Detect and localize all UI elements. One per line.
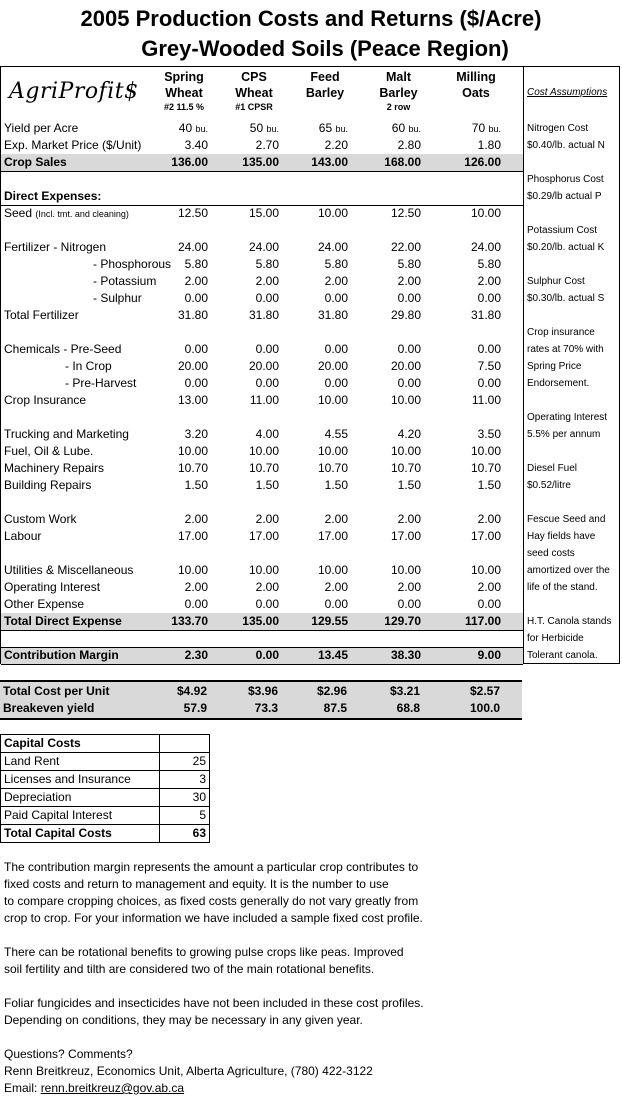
cell: 70 bu. (471, 121, 501, 135)
row-label: Yield per Acre (4, 121, 79, 135)
cell: 0.00 (184, 597, 208, 611)
cost-assumption-note: Potassium Cost (527, 225, 598, 236)
table-row-yield (1, 120, 523, 137)
cell: 22.00 (390, 240, 421, 254)
row-label: Fertilizer - Nitrogen (4, 240, 107, 254)
cell: 5.80 (184, 257, 208, 271)
row-label: Seed (Incl. tmt. and cleaning) (4, 206, 129, 220)
cell: 0.00 (324, 291, 348, 305)
cell: 1.50 (324, 478, 348, 492)
cell: 20.00 (248, 359, 279, 373)
cell: $4.92 (176, 684, 207, 698)
capital-label: Paid Capital Interest (4, 808, 113, 822)
capital-value: 63 (192, 826, 206, 840)
cell: 10.00 (470, 206, 501, 220)
cell: 29.80 (390, 308, 421, 322)
capital-col-divider (159, 789, 160, 806)
row-divider (1, 630, 523, 631)
cell: 10.00 (248, 444, 279, 458)
table-row-exp-market-price-unit (1, 137, 523, 154)
cell: 4.55 (324, 427, 348, 441)
row-label: Utilities & Miscellaneous (4, 563, 134, 577)
cost-table (0, 66, 620, 664)
cell: 5.80 (397, 257, 421, 271)
cost-assumption-note: rates at 70% with (527, 344, 604, 355)
cell: 2.30 (184, 648, 208, 662)
table-row-machinery-repairs (1, 460, 523, 477)
cell: 1.80 (477, 138, 501, 152)
cell: 31.80 (470, 308, 501, 322)
cell: 1.50 (477, 478, 501, 492)
cell: 0.00 (184, 376, 208, 390)
row-label: Chemicals - Pre-Seed (4, 342, 122, 356)
cell: 13.45 (317, 648, 348, 662)
title-line-1: 2005 Production Costs and Returns ($/Acre) (80, 6, 542, 31)
cell: 0.00 (255, 291, 279, 305)
cell: 50 bu. (249, 121, 279, 135)
cell: 0.00 (324, 376, 348, 390)
capital-label: Licenses and Insurance (4, 772, 131, 786)
cell: 10.70 (390, 461, 421, 475)
cell: 2.00 (324, 512, 348, 526)
capital-value: 30 (192, 790, 206, 804)
cell: 10.00 (317, 563, 348, 577)
cost-assumption-note: Endorsement. (527, 378, 590, 389)
cost-assumption-note: Tolerant canola. (527, 650, 598, 661)
row-label: Crop Sales (4, 155, 67, 169)
totals-row-total-cost-per-unit (0, 683, 522, 700)
cell: 0.00 (184, 291, 208, 305)
row-label: - In Crop (65, 359, 112, 373)
cell: 24.00 (470, 240, 501, 254)
cell: 143.00 (311, 155, 348, 169)
cell: 4.20 (397, 427, 421, 441)
cell: 2.00 (324, 274, 348, 288)
table-row-in-crop (1, 358, 523, 375)
table-row-fertilizer-nitrogen (1, 239, 523, 256)
cell: 31.80 (317, 308, 348, 322)
cost-assumption-note: Hay fields have (527, 531, 596, 542)
notes-divider (523, 67, 524, 663)
cell: 10.00 (177, 563, 208, 577)
capital-col-divider (159, 807, 160, 824)
cell: 10.00 (470, 563, 501, 577)
capital-total-row (1, 824, 209, 842)
row-label: Total Cost per Unit (3, 684, 110, 698)
cell: 2.70 (255, 138, 279, 152)
agriprofit-logo: AgriProfit$ (9, 79, 139, 104)
capital-costs-table (0, 734, 210, 843)
capital-row-licenses-and-insurance (1, 770, 209, 788)
cell: 2.00 (184, 580, 208, 594)
cell: 10.00 (317, 206, 348, 220)
footer-text-line: The contribution margin represents the amount a particular crop contributes to (4, 860, 419, 874)
capital-label: Total Capital Costs (4, 826, 112, 840)
cell: 68.8 (396, 701, 420, 715)
row-label: Trucking and Marketing (4, 427, 129, 441)
row-label: Labour (4, 529, 42, 543)
cell: 1.50 (397, 478, 421, 492)
table-row-total-fertilizer (1, 307, 523, 324)
cost-assumption-note: Crop insurance (527, 327, 595, 338)
cell: 117.00 (464, 614, 501, 628)
row-label: Custom Work (4, 512, 77, 526)
cell: 168.00 (384, 155, 421, 169)
cost-assumption-note: $0.20/lb. actual K (527, 242, 605, 253)
cell: 10.00 (470, 444, 501, 458)
cost-assumption-note: Operating Interest (527, 412, 608, 423)
capital-header (1, 735, 209, 752)
cell: 11.00 (249, 393, 279, 407)
capital-col-divider (159, 825, 160, 842)
cell: 129.70 (384, 614, 421, 628)
cell: 0.00 (184, 342, 208, 356)
row-label: Crop Insurance (4, 393, 87, 407)
cell: $2.57 (469, 684, 500, 698)
cell: 2.20 (324, 138, 348, 152)
cell: 2.00 (184, 512, 208, 526)
totals-row-breakeven-yield (0, 700, 522, 717)
table-row-seed (1, 205, 523, 222)
table-row-direct-expenses (1, 188, 523, 205)
cell: 10.00 (317, 444, 348, 458)
capital-row-depreciation (1, 788, 209, 806)
capital-col-divider (159, 753, 160, 770)
cell: 2.00 (255, 512, 279, 526)
cell: 10.00 (177, 444, 208, 458)
cell: 0.00 (477, 597, 501, 611)
row-label: Operating Interest (4, 580, 101, 594)
email-line (4, 1080, 184, 1097)
capital-col-divider (159, 771, 160, 788)
capital-value: 5 (199, 808, 206, 822)
cost-assumption-note: $0.29/lb actual P (527, 191, 602, 202)
cell: 9.00 (477, 648, 501, 662)
capital-label: Capital Costs (4, 736, 81, 750)
cost-assumption-note: amortized over the (527, 565, 610, 576)
table-row-total-direct-expense (1, 613, 523, 630)
capital-label: Land Rent (4, 754, 60, 768)
cell: 1.50 (184, 478, 208, 492)
row-label: Direct Expenses: (4, 189, 102, 203)
cell: 10.00 (317, 393, 348, 407)
cell: 4.00 (255, 427, 279, 441)
table-row-building-repairs (1, 477, 523, 494)
cost-assumption-note: Phosphorus Cost (527, 174, 604, 185)
cell: 12.50 (390, 206, 421, 220)
footer-text-line: crop to crop. For your information we have included a sample fixed cost profile. (4, 911, 423, 925)
cell: 3.20 (184, 427, 208, 441)
cell: 17.00 (470, 529, 501, 543)
row-divider (1, 664, 523, 665)
table-row-custom-work (1, 511, 523, 528)
row-label: Exp. Market Price ($/Unit) (4, 138, 142, 152)
row-label: Fuel, Oil & Lube. (4, 444, 94, 458)
capital-value: 3 (199, 772, 206, 786)
cell: 2.00 (397, 580, 421, 594)
col-header-spring-wheat: Spring Wheat #2 11.5 % (163, 70, 205, 112)
totals-block (0, 680, 522, 720)
cost-assumption-note: Nitrogen Cost (527, 123, 589, 134)
cell: 40 bu. (178, 121, 208, 135)
cell: 5.80 (255, 257, 279, 271)
row-label: - Phosphorous (93, 257, 172, 271)
row-label: - Potassium (93, 274, 157, 288)
cell: 5.80 (477, 257, 501, 271)
row-label: Machinery Repairs (4, 461, 105, 475)
table-row-fuel-oil-lube (1, 443, 523, 460)
table-row-trucking-and-marketing (1, 426, 523, 443)
cell: 2.00 (477, 274, 501, 288)
cell: 11.00 (471, 393, 501, 407)
cell: 2.00 (477, 580, 501, 594)
cell: 3.50 (477, 427, 501, 441)
table-row-contribution-margin (1, 647, 523, 664)
row-label: Total Direct Expense (4, 614, 122, 628)
cell: 2.00 (397, 512, 421, 526)
footer-text-line: to compare cropping choices, as fixed costs generally do not vary greatly from (4, 894, 419, 908)
row-label: Contribution Margin (4, 648, 119, 662)
cell: 135.00 (242, 614, 279, 628)
cell: 0.00 (397, 597, 421, 611)
cost-assumption-note: $0.30/lb. actual S (527, 293, 605, 304)
cell: 10.00 (390, 393, 421, 407)
cell: 0.00 (477, 342, 501, 356)
col-header-cps-wheat: CPS Wheat #1 CPSR (235, 70, 273, 112)
cell: 0.00 (397, 376, 421, 390)
cell: 13.00 (177, 393, 208, 407)
cell: 10.70 (177, 461, 208, 475)
footer-text-line: Foliar fungicides and insecticides have not been included in these cost profiles. (4, 996, 424, 1010)
footer-text-line: soil fertility and tilth are considered two of the main rotational benefits. (4, 962, 375, 976)
cell: 31.80 (248, 308, 279, 322)
table-row-other-expense (1, 596, 523, 613)
cell: 2.00 (477, 512, 501, 526)
cell: 24.00 (248, 240, 279, 254)
cell: $2.96 (316, 684, 347, 698)
cost-assumption-note: life of the stand. (527, 582, 598, 593)
cell: 17.00 (317, 529, 348, 543)
cost-assumption-note: Fescue Seed and (527, 514, 606, 525)
cell: 0.00 (477, 291, 501, 305)
cost-assumption-note: $0.40/lb. actual N (527, 140, 605, 151)
cell: 57.9 (183, 701, 207, 715)
table-row-operating-interest (1, 579, 523, 596)
cell: 0.00 (397, 291, 421, 305)
cell: 60 bu. (391, 121, 421, 135)
email-label: Email: (4, 1081, 38, 1095)
footer-text-line: There can be rotational benefits to growing pulse crops like peas. Improved (4, 945, 404, 959)
cost-assumption-note: seed costs (527, 548, 575, 559)
cell: 17.00 (177, 529, 208, 543)
cell: 24.00 (317, 240, 348, 254)
cell: 12.50 (177, 206, 208, 220)
cell: 10.70 (470, 461, 501, 475)
capital-col-divider (159, 735, 160, 752)
cell: 31.80 (177, 308, 208, 322)
cell: 133.70 (171, 614, 208, 628)
email-link[interactable]: renn.breitkreuz@gov.ab.ca (40, 1081, 185, 1095)
cost-assumption-note: 5.5% per annum (527, 429, 601, 440)
cell: 2.00 (184, 274, 208, 288)
cell: 2.00 (255, 580, 279, 594)
row-label: - Pre-Harvest (65, 376, 137, 390)
cell: 135.00 (242, 155, 279, 169)
table-row-crop-insurance (1, 392, 523, 409)
cost-assumption-note: Spring Price (527, 361, 582, 372)
cell: 0.00 (397, 342, 421, 356)
title-line-2: Grey-Wooded Soils (Peace Region) (141, 36, 509, 61)
row-label: - Sulphur (93, 291, 142, 305)
cell: 17.00 (390, 529, 421, 543)
capital-label: Depreciation (4, 790, 72, 804)
capital-row-land-rent (1, 752, 209, 770)
row-divider (1, 171, 523, 172)
table-row-sulphur (1, 290, 523, 307)
cell: 2.00 (255, 274, 279, 288)
cell: 0.00 (255, 597, 279, 611)
cell: 24.00 (177, 240, 208, 254)
table-row-utilities-miscellaneous (1, 562, 523, 579)
cell: 10.70 (317, 461, 348, 475)
cell: 0.00 (477, 376, 501, 390)
cell: 10.00 (248, 563, 279, 577)
footer-text-line: fixed costs and return to management and equity. It is the number to use (4, 877, 389, 891)
cost-assumption-note: Diesel Fuel (527, 463, 578, 474)
cell: 10.00 (390, 444, 421, 458)
cell: 10.00 (390, 563, 421, 577)
row-label: Building Repairs (4, 478, 92, 492)
row-divider (1, 647, 523, 648)
cell: 126.00 (464, 155, 501, 169)
cell: 1.50 (255, 478, 279, 492)
cell: 2.00 (397, 274, 421, 288)
cell: 10.70 (248, 461, 279, 475)
row-divider (1, 205, 523, 206)
cell: 38.30 (390, 648, 421, 662)
cell: 0.00 (255, 342, 279, 356)
footer-text-line: Renn Breitkreuz, Economics Unit, Alberta Agriculture, (780) 422-3122 (4, 1064, 373, 1078)
cell: $3.96 (247, 684, 278, 698)
table-row-labour (1, 528, 523, 545)
table-row-phosphorous (1, 256, 523, 273)
capital-row-paid-capital-interest (1, 806, 209, 824)
col-header-feed-barley: Feed Barley (305, 70, 345, 100)
cell: 7.50 (477, 359, 501, 373)
cell: 0.00 (324, 342, 348, 356)
cell: 129.55 (311, 614, 348, 628)
table-row-potassium (1, 273, 523, 290)
cost-assumption-note: H.T. Canola stands (527, 616, 612, 627)
footer-text-line: Questions? Comments? (4, 1047, 133, 1061)
cell: 73.3 (254, 701, 278, 715)
cell: 0.00 (324, 597, 348, 611)
cost-assumption-note: $0.52/litre (527, 480, 571, 491)
cell: 2.00 (324, 580, 348, 594)
cell: 100.0 (469, 701, 500, 715)
cost-assumption-note: for Herbicide (527, 633, 584, 644)
col-header-malt-barley: Malt Barley 2 row (379, 70, 418, 112)
col-header-milling-oats: Milling Oats (456, 70, 496, 100)
cell: 0.00 (255, 648, 279, 662)
capital-value: 25 (192, 754, 206, 768)
row-label: Other Expense (4, 597, 85, 611)
table-row-crop-sales (1, 154, 523, 171)
footer-text-line: Depending on conditions, they may be necessary in any given year. (4, 1013, 363, 1027)
cell: 5.80 (324, 257, 348, 271)
cell: 20.00 (390, 359, 421, 373)
cell: 15.00 (248, 206, 279, 220)
cell: 17.00 (248, 529, 279, 543)
cell: 87.5 (323, 701, 347, 715)
table-row-chemicals-pre-seed (1, 341, 523, 358)
cell: 136.00 (171, 155, 208, 169)
table-row-pre-harvest (1, 375, 523, 392)
cell: 2.80 (397, 138, 421, 152)
cost-assumption-note: Sulphur Cost (527, 276, 585, 287)
cost-assumptions-header: Cost Assumptions (527, 87, 608, 98)
cell: 0.00 (255, 376, 279, 390)
cell: 20.00 (177, 359, 208, 373)
cell: 20.00 (317, 359, 348, 373)
cell: 3.40 (184, 138, 208, 152)
row-label: Total Fertilizer (4, 308, 79, 322)
cell: 65 bu. (318, 121, 348, 135)
row-label: Breakeven yield (3, 701, 95, 715)
cell: $3.21 (389, 684, 420, 698)
